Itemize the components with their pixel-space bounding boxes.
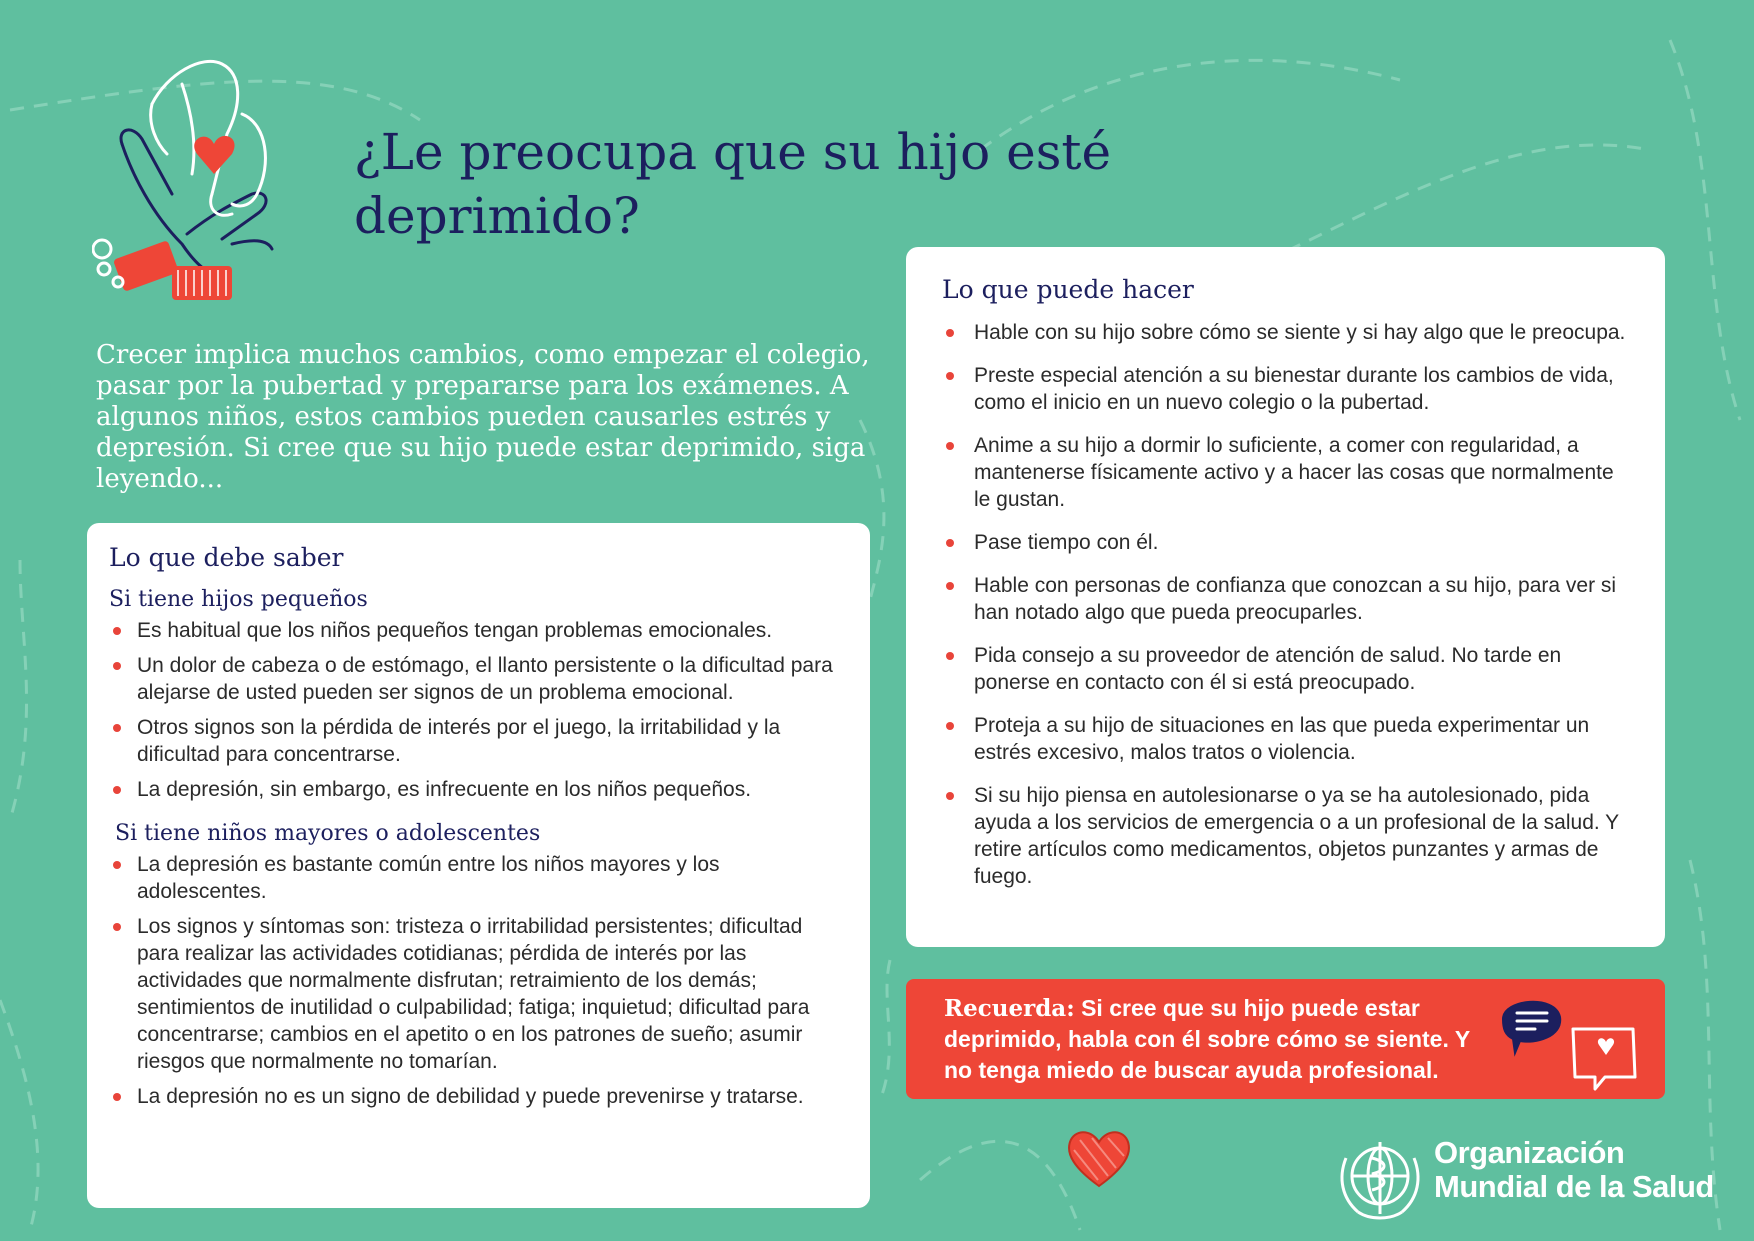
older-children-list: [109, 851, 846, 1110]
older-children-heading: Si tiene niños mayores o adolescentes: [115, 821, 541, 846]
young-children-heading: Si tiene hijos pequeños: [109, 587, 368, 612]
list-item: La depresión, sin embargo, es infrecuente en los niños pequeños.: [109, 776, 846, 803]
know-heading: Lo que debe saber: [109, 543, 344, 572]
list-item: Preste especial atención a su bienestar durante los cambios de vida, como el inicio en un nuevo colegio o la pubertad.: [942, 362, 1635, 416]
todo-heading: Lo que puede hacer: [942, 275, 1194, 304]
list-item: Los signos y síntomas son: tristeza o irritabilidad persistentes; dificultad para realizar las actividades cotidianas; pérdida de interés por las actividades que normalmente disfrutan; retraimiento de los demás; sentimientos de inutilidad o culpabilidad; fatiga; inquietud; dificultad para concentrarse; cambios en el apetito o en los patrones de sueño; asumir riesgos que normalmente no tomarían.: [109, 913, 846, 1075]
todo-list: [942, 319, 1635, 890]
who-name-line1: Organización: [1434, 1135, 1625, 1170]
heart-icon: [1064, 1126, 1134, 1192]
list-item: Si su hijo piensa en autolesionarse o ya se ha autolesionado, pida ayuda a los servicios de emergencia o a un profesional de la salud. Y retire artículos como medicamentos, objetos punzantes y armas de fuego.: [942, 782, 1635, 890]
list-item: La depresión es bastante común entre los niños mayores y los adolescentes.: [109, 851, 846, 905]
who-emblem-icon: [1332, 1128, 1428, 1224]
list-item: Pida consejo a su proveedor de atención de salud. No tarde en ponerse en contacto con él si está preocupado.: [942, 642, 1635, 696]
list-item: Es habitual que los niños pequeños tengan problemas emocionales.: [109, 617, 846, 644]
list-item: Pase tiempo con él.: [942, 529, 1635, 556]
todo-card: [906, 247, 1665, 947]
who-name-line2: Mundial de la Salud: [1434, 1169, 1714, 1204]
list-item: Un dolor de cabeza o de estómago, el llanto persistente o la dificultad para alejarse de usted pueden ser signos de un problema emocional.: [109, 652, 846, 706]
chat-bubbles-icon: [1495, 989, 1645, 1094]
reminder-box: [906, 979, 1665, 1099]
list-item: Hable con personas de confianza que conozcan a su hijo, para ver si han notado algo que pueda preocuparles.: [942, 572, 1635, 626]
list-item: La depresión no es un signo de debilidad y puede prevenirse y tratarse.: [109, 1083, 846, 1110]
intro-paragraph: Crecer implica muchos cambios, como empezar el colegio, pasar por la pubertad y prepararse para los exámenes. A algunos niños, estos cambios pueden causarles estrés y depresión. Si cree que su hijo puede estar deprimido, siga leyendo...: [96, 340, 870, 494]
know-card: [87, 523, 870, 1208]
list-item: Anime a su hijo a dormir lo suficiente, a comer con regularidad, a mantenerse físicamente activo y a hacer las cosas que normalmente le gustan.: [942, 432, 1635, 513]
list-item: Hable con su hijo sobre cómo se siente y si hay algo que le preocupa.: [942, 319, 1635, 346]
reminder-text: Si cree que su hijo puede estar deprimido, habla con él sobre cómo se siente. Y no tenga miedo de buscar ayuda profesional.: [944, 995, 1470, 1083]
who-name: [1434, 1136, 1734, 1204]
hands-heart-illustration: [92, 44, 322, 324]
reminder-label: Recuerda:: [944, 995, 1075, 1022]
list-item: Proteja a su hijo de situaciones en las que pueda experimentar un estrés excesivo, malos tratos o violencia.: [942, 712, 1635, 766]
page-title: ¿Le preocupa que su hijo esté deprimido?: [354, 123, 1112, 245]
list-item: Otros signos son la pérdida de interés por el juego, la irritabilidad y la dificultad para concentrarse.: [109, 714, 846, 768]
young-children-list: [109, 617, 846, 803]
